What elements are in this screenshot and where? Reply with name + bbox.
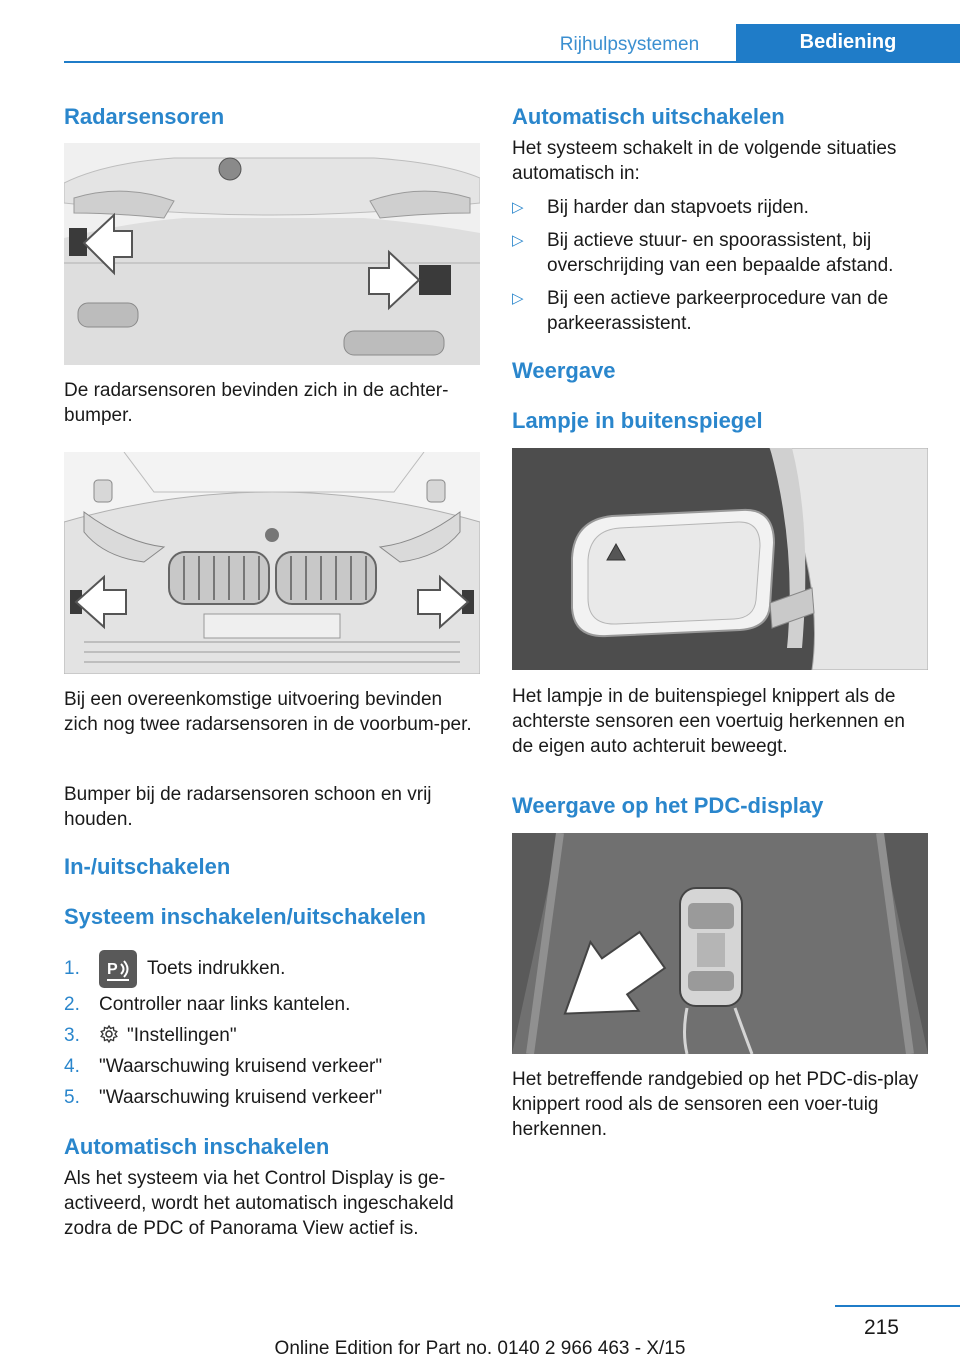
figure-side-mirror xyxy=(512,448,928,670)
svg-text:P: P xyxy=(107,961,118,978)
footer-rule xyxy=(835,1305,960,1307)
paragraph-auto-off: Het systeem schakelt in de volgende situaties automatisch in: xyxy=(512,138,897,184)
step-number: 1. xyxy=(64,958,80,979)
paragraph-clean-bumper: Bumper bij de radarsensoren schoon en vrij houden. xyxy=(64,784,432,830)
page-number: 215 xyxy=(863,1316,899,1339)
step-number: 2. xyxy=(64,994,80,1015)
step-number: 3. xyxy=(64,1025,80,1046)
paragraph-rear-sensors: De radarsensoren bevinden zich in de achter-bumper. xyxy=(64,380,449,426)
steps-list xyxy=(64,950,480,1110)
header-section[interactable]: Rijhulpsystemen xyxy=(559,34,700,55)
step-item xyxy=(64,992,480,1017)
step-number: 4. xyxy=(64,1056,80,1077)
heading-weergave-pdc: Weergave op het PDC-display xyxy=(512,793,824,818)
bullet-text: Bij een actieve parkeerprocedure van de parkeerassistent. xyxy=(547,288,889,334)
header-tab-active[interactable]: Bediening xyxy=(736,24,960,61)
bullet-item xyxy=(512,228,928,278)
figure-front-bumper xyxy=(64,452,480,674)
bullet-item xyxy=(512,195,928,220)
figure-pdc-display xyxy=(512,833,928,1054)
heading-automatisch-uitschakelen: Automatisch uitschakelen xyxy=(512,104,785,129)
heading-in-uitschakelen: In-/uitschakelen xyxy=(64,854,231,879)
footer-edition: Online Edition for Part no. 0140 2 966 463 - X/15 xyxy=(274,1338,686,1359)
figure-rear-bumper xyxy=(64,143,480,365)
heading-lampje-buitenspiegel: Lampje in buitenspiegel xyxy=(512,408,763,433)
pdc-key-icon[interactable] xyxy=(99,950,137,988)
bullet-item xyxy=(512,286,928,336)
step-text: "Waarschuwing kruisend verkeer" xyxy=(99,1056,383,1077)
triangle-bullet-icon: ▷ xyxy=(512,199,524,216)
triangle-bullet-icon: ▷ xyxy=(512,290,524,307)
paragraph-pdc: Het betreffende randgebied op het PDC-dis-play knippert rood als de sensoren een voer-tuig herkennen. xyxy=(512,1069,919,1140)
bullet-list xyxy=(512,195,928,336)
bullet-text: Bij actieve stuur- en spoorassistent, bij overschrijding van een bepaalde afstand. xyxy=(547,230,894,276)
heading-automatisch-inschakelen: Automatisch inschakelen xyxy=(64,1134,330,1159)
step-text: "Waarschuwing kruisend verkeer" xyxy=(99,1087,383,1108)
step-text: Controller naar links kantelen. xyxy=(99,994,351,1015)
gear-icon xyxy=(99,1024,119,1044)
bullet-text: Bij harder dan stapvoets rijden. xyxy=(547,197,809,218)
header-rule xyxy=(64,61,960,63)
paragraph-mirror: Het lampje in de buitenspiegel knippert als de achterste sensoren een voertuig herkennen en de eigen auto achteruit beweegt. xyxy=(512,686,905,757)
step-item xyxy=(64,950,480,988)
heading-systeem-inschakelen: Systeem inschakelen/uitschakelen xyxy=(64,904,426,929)
step-text: Toets indrukken. xyxy=(147,958,286,980)
triangle-bullet-icon: ▷ xyxy=(512,232,524,249)
paragraph-auto-on: Als het systeem via het Control Display is ge-activeerd, wordt het automatisch ingeschakeld zodra de PDC of Panorama View actief is. xyxy=(64,1168,454,1239)
step-item xyxy=(64,1085,480,1110)
step-text: "Instellingen" xyxy=(127,1025,237,1046)
heading-weergave: Weergave xyxy=(512,358,616,383)
heading-radarsensoren: Radarsensoren xyxy=(64,104,225,129)
step-item xyxy=(64,1054,480,1079)
paragraph-front-sensors: Bij een overeenkomstige uitvoering bevinden zich nog twee radarsensoren in de voorbum-per. xyxy=(64,689,472,735)
step-item xyxy=(64,1023,480,1048)
step-number: 5. xyxy=(64,1087,80,1108)
